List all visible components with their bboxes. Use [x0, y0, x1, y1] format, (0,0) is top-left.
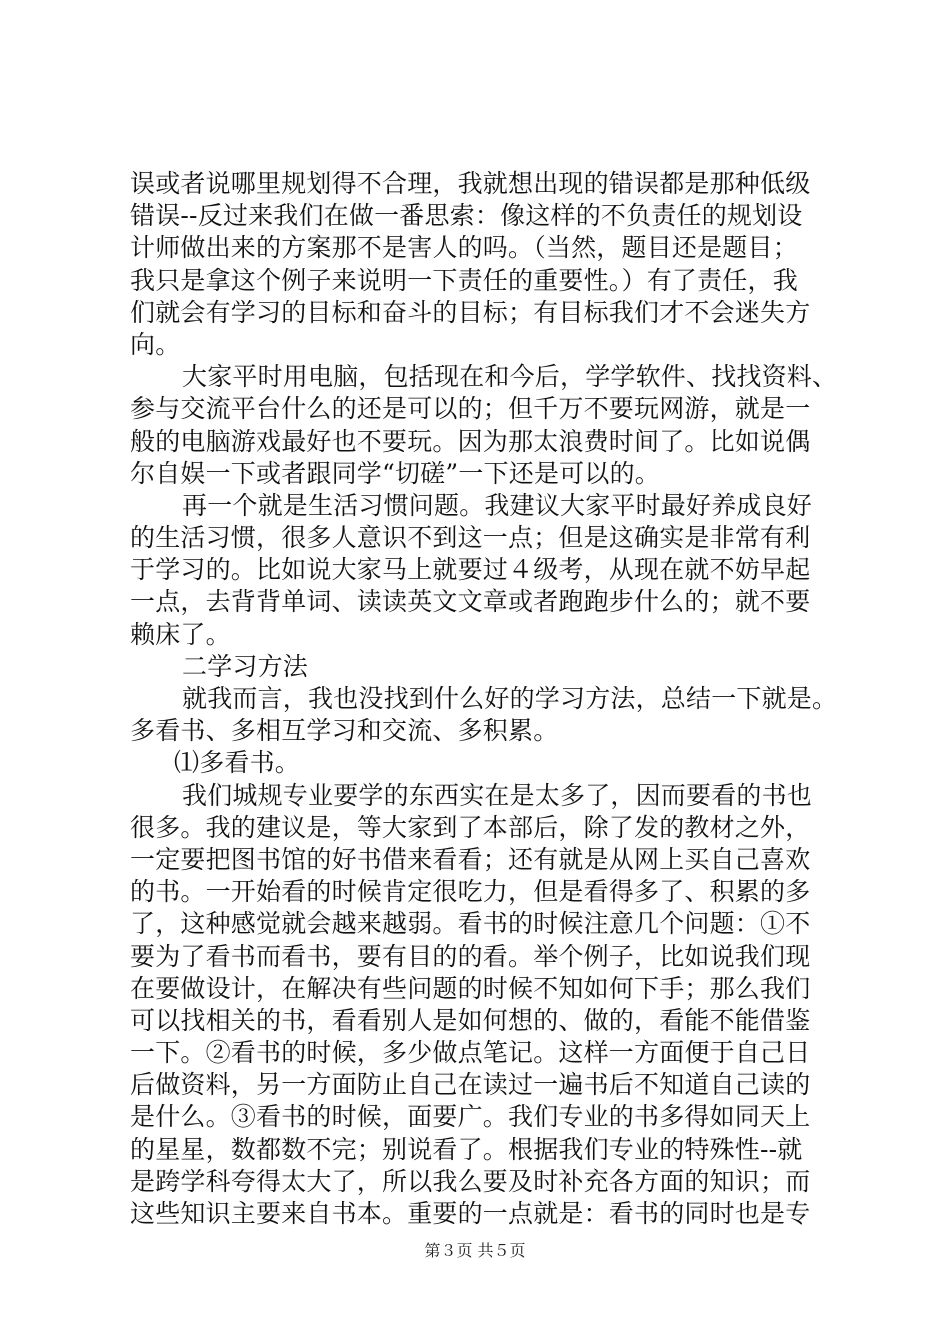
- text-line: 的星星，数都数不完；别说看了。根据我们专业的特殊性--就: [130, 1134, 803, 1164]
- text-line: 一下。②看书的时候，多少做点笔记。这样一方面便于自己日: [130, 1038, 811, 1068]
- text-line: 了，这种感觉就会越来越弱。看书的时候注意几个问题：①不: [130, 909, 811, 939]
- text-line: 再一个就是生活习惯问题。我建议大家平时最好养成良好: [182, 490, 813, 520]
- text-line: 们就会有学习的目标和奋斗的目标；有目标我们才不会迷失方: [130, 297, 811, 327]
- text-line: 计师做出来的方案那不是害人的吗。（当然，题目还是题目；: [130, 233, 798, 263]
- paragraph: [130, 651, 842, 683]
- text-line: ⑴多看书。: [174, 748, 301, 778]
- text-line: 我只是拿这个例子来说明一下责任的重要性。）有了责任，我: [130, 265, 798, 295]
- paragraph: [130, 747, 842, 779]
- text-line: 误或者说哪里规划得不合理，我就想出现的错误都是那种低级: [130, 169, 811, 198]
- text-line: 我们城规专业要学的东西实在是太多了，因而要看的书也: [182, 780, 813, 810]
- text-line: 一点，去背背单词、读读英文文章或者跑跑步什么的；就不要: [130, 587, 811, 617]
- text-line: 就我而言，我也没找到什么好的学习方法，总结一下就是。: [182, 684, 838, 713]
- text-line: 的书。一开始看的时候肯定很吃力，但是看得多了、积累的多: [130, 877, 811, 907]
- text-line: 很多。我的建议是，等大家到了本部后，除了发的教材之外，: [130, 812, 811, 842]
- text-line: 错误--反过来我们在做一番思索：像这样的不负责任的规划设: [130, 201, 803, 231]
- text-line: 要为了看书而看书，要有目的的看。举个例子，比如说我们现: [130, 941, 811, 971]
- text-line: 多看书、多相互学习和交流、多积累。: [130, 716, 559, 746]
- paragraph: [130, 683, 842, 747]
- text-line: 二学习方法: [182, 651, 309, 681]
- page-footer: 第３页 共５页: [424, 1241, 526, 1260]
- text-line: 向。: [130, 329, 181, 359]
- text-line: 一定要把图书馆的好书借来看看；还有就是从网上买自己喜欢: [130, 844, 811, 874]
- paragraph: [130, 361, 842, 490]
- text-line: 尔自娱一下或者跟同学“切磋”一下还是可以的。: [130, 458, 660, 488]
- text-line: 可以找相关的书，看看别人是如何想的、做的，看能不能借鉴: [130, 1005, 811, 1035]
- paragraph: [130, 168, 842, 361]
- text-line: 于学习的。比如说大家马上就要过４级考，从现在就不妨早起: [130, 555, 811, 585]
- text-line: 赖床了。: [130, 619, 231, 649]
- text-line: 的生活习惯，很多人意识不到这一点；但是这确实是非常有利: [130, 523, 811, 553]
- paragraph: [130, 490, 842, 651]
- text-line: 是什么。③看书的时候，面要广。我们专业的书多得如同天上: [130, 1102, 811, 1132]
- paragraph: [130, 780, 842, 1231]
- text-line: 般的电脑游戏最好也不要玩。因为那太浪费时间了。比如说偶: [130, 426, 811, 456]
- document-body: [130, 168, 842, 1230]
- text-line: 是跨学科夸得太大了，所以我么要及时补充各方面的知识；而: [130, 1166, 811, 1196]
- text-line: 大家平时用电脑，包括现在和今后，学学软件、找找资料、: [182, 362, 838, 392]
- text-line: 后做资料，另一方面防止自己在读过一遍书后不知道自己读的: [130, 1070, 811, 1100]
- text-line: 这些知识主要来自书本。重要的一点就是：看书的同时也是专: [130, 1199, 811, 1228]
- text-line: 参与交流平台什么的还是可以的；但千万不要玩网游，就是一: [130, 394, 811, 424]
- text-line: 在要做设计，在解决有些问题的时候不知如何下手；那么我们: [130, 973, 811, 1003]
